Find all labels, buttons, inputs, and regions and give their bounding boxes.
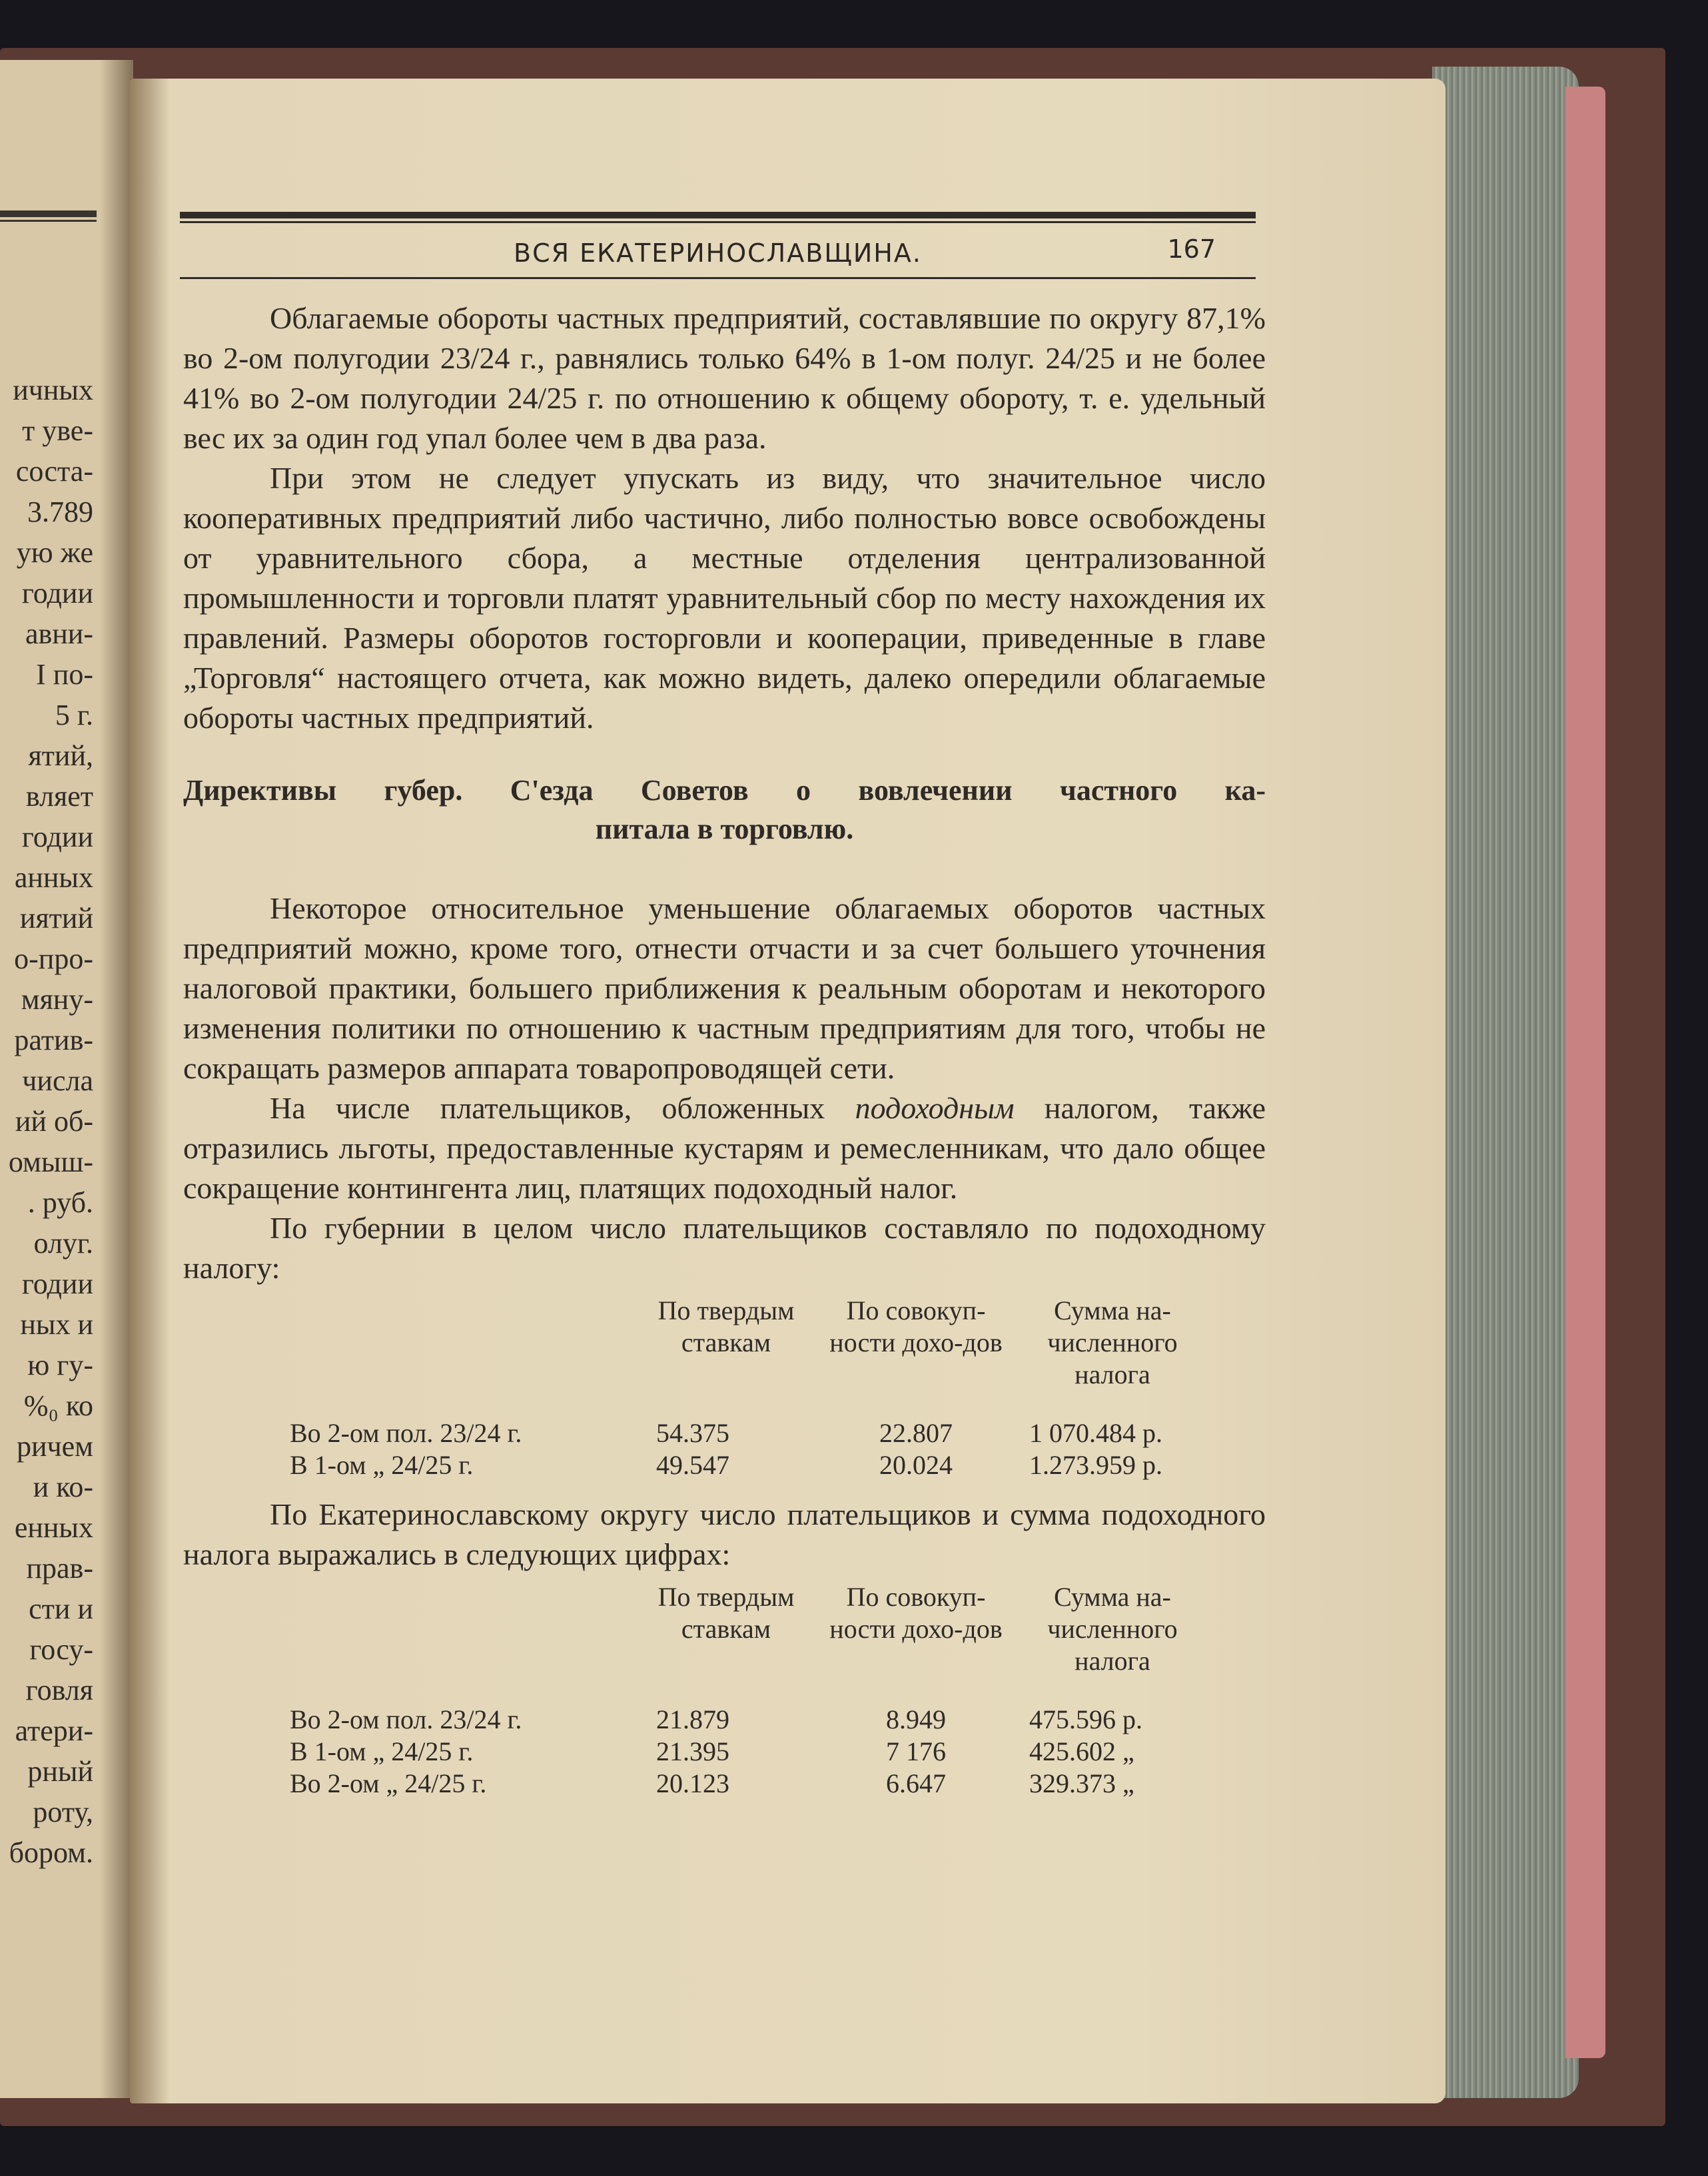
- left-fragment-line: енных: [14, 1511, 93, 1544]
- table-row: [283, 1704, 1216, 1736]
- left-fragment-line: I по-: [36, 658, 93, 691]
- left-page: [0, 60, 133, 2098]
- header-title: ВСЯ ЕКАТЕРИНОСЛАВЩИНА.: [514, 238, 922, 268]
- left-fragment-line: ратив-: [14, 1024, 93, 1056]
- left-fragment-line: мяну-: [21, 983, 93, 1016]
- left-fragment-line: иятий: [19, 902, 93, 934]
- left-fragment-line: олуг.: [33, 1227, 93, 1260]
- left-header-rule-thin: [0, 220, 97, 222]
- section-heading: [183, 771, 1266, 849]
- left-fragment-line: ю гу-: [27, 1349, 93, 1381]
- paragraph-1: Облагаемые обороты частных предприятий, составлявшие по округу 87,1% во 2-ом полугодии 23/24 г., равнялись только 64% в 1-ом полуг. 24/25 и не более 41% во 2-ом полугодии 24/25 г. по отношению к общему обороту, т. е. удельный вес их за один год упал более чем в два раза.: [183, 301, 1266, 455]
- left-fragment-line: омыш-: [8, 1146, 93, 1178]
- left-fragment-line: ий об-: [15, 1105, 93, 1138]
- left-page-fragments: [9, 370, 93, 1873]
- page-number: 167: [1167, 234, 1216, 264]
- left-fragment-line: сти и: [29, 1593, 93, 1625]
- left-fragment-line: госу-: [29, 1633, 93, 1666]
- left-fragment-line: авни-: [25, 617, 93, 650]
- paragraph-3: Некоторое относительное уменьшение облагаемых оборотов частных предприятий можно, кроме того, отнести отчасти и за счет большего уточнения налоговой практики, большего приближения к реальным оборотам и некоторого изменения политики по отношению к частным предприятиям для того, чтобы не сокращать размеров аппарата товаропроводящей сети.: [183, 891, 1266, 1085]
- left-fragment-line: ую же: [16, 536, 93, 569]
- paragraph-4-end: налогом, также отразились льготы, предоставленные кустарям и ремесленникам, что дало общее сокращение контингента лиц, платящих подоходный налог.: [183, 1091, 1266, 1205]
- left-fragment-line: рный: [27, 1755, 93, 1788]
- cell-total-income: 8.949: [886, 1704, 946, 1734]
- cell-sum: 329.373 „: [1029, 1768, 1134, 1798]
- cell-sum: 475.596 р.: [1029, 1704, 1142, 1734]
- paragraph-4-start: На числе плательщиков, обложенных: [270, 1091, 855, 1125]
- right-page: [130, 79, 1446, 2103]
- left-fragment-line: вляет: [25, 780, 93, 813]
- paragraph-4: [183, 1088, 1266, 1208]
- cell-sum: 1.273.959 р.: [1029, 1450, 1162, 1480]
- cell-fixed: 21.395: [656, 1736, 729, 1766]
- col-fixed-rates: По твердым ставкам: [657, 1295, 795, 1357]
- heading-line-2: питала в торговлю.: [595, 813, 854, 845]
- table-row: [283, 1417, 1216, 1449]
- col-fixed-rates: По твердым ставкам: [657, 1582, 795, 1644]
- left-fragment-line: ичных: [13, 374, 93, 406]
- left-fragment-line: атери-: [15, 1714, 93, 1747]
- left-fragment-line: годии: [21, 577, 93, 609]
- col-tax-sum: Сумма на-численного налога: [1047, 1295, 1178, 1389]
- row-label: Во 2-ом „ 24/25 г.: [290, 1768, 487, 1798]
- header-rule-bottom: [180, 277, 1256, 279]
- table-province: [283, 1295, 1216, 1481]
- header-rule-thick: [180, 212, 1256, 218]
- left-fragment-line: годии: [21, 821, 93, 853]
- left-fragment-line: прав-: [26, 1552, 93, 1585]
- page-fold-shadow: [130, 79, 170, 2103]
- cell-fixed: 49.547: [656, 1450, 729, 1480]
- table-header-row: [283, 1295, 1216, 1391]
- left-fragment-line: о-про-: [14, 942, 93, 975]
- paragraph-4-emphasis: подоходным: [855, 1091, 1015, 1125]
- header-rule-thin: [180, 221, 1256, 223]
- page-content: [183, 298, 1266, 1813]
- left-fragment-line: говля: [25, 1674, 93, 1706]
- left-fragment-line: бором.: [9, 1836, 93, 1869]
- table-header-row: [283, 1581, 1216, 1677]
- cell-sum: 1 070.484 р.: [1029, 1418, 1162, 1448]
- left-fragment-line: ричем: [16, 1430, 93, 1463]
- table-row: [283, 1736, 1216, 1768]
- cell-fixed: 21.879: [656, 1704, 729, 1734]
- paragraph-5: По губернии в целом число плательщиков составляло по подоходному налогу:: [183, 1211, 1266, 1285]
- table-row: [283, 1768, 1216, 1800]
- cell-fixed: 54.375: [656, 1418, 729, 1448]
- cell-fixed: 20.123: [656, 1768, 729, 1798]
- left-fragment-line: соста-: [15, 455, 93, 488]
- table-okrug: [283, 1581, 1216, 1800]
- cell-total-income: 7 176: [886, 1736, 946, 1766]
- row-label: Во 2-ом пол. 23/24 г.: [290, 1704, 522, 1734]
- left-fragment-line: ятий,: [28, 739, 93, 772]
- table-row: [283, 1449, 1216, 1481]
- left-fragment-line: роту,: [33, 1796, 93, 1828]
- col-total-income: По совокуп-ности дохо-дов: [829, 1582, 1003, 1644]
- col-tax-sum: Сумма на-численного налога: [1047, 1582, 1178, 1676]
- cell-total-income: 22.807: [879, 1418, 953, 1448]
- endpaper-edge: [1565, 87, 1605, 2058]
- left-fragment-line: и ко-: [33, 1471, 93, 1503]
- left-header-rule: [0, 210, 97, 217]
- paragraph-2: При этом не следует упускать из виду, что значительное число кооперативных предприятий либо частично, либо полностью вовсе освобождены от уравнительного сбора, а местные отделения централизованной промышленности и торговли платят уравнительный сбор по месту нахождения их правлений. Размеры оборотов госторговли и кооперации, приведенные в главе „Торговля“ настоящего отчета, как можно видеть, далеко опередили облагаемые обороты частных предприятий.: [183, 461, 1266, 735]
- left-fragment-line: 5 г.: [55, 699, 93, 731]
- gutter-shadow: [100, 60, 133, 2098]
- left-fragment-line: годии: [21, 1268, 93, 1300]
- left-fragment-line: . руб.: [27, 1186, 93, 1219]
- left-fragment-line: анных: [14, 861, 93, 894]
- left-fragment-line: 3.789: [27, 496, 93, 528]
- row-label: В 1-ом „ 24/25 г.: [290, 1450, 474, 1480]
- page-edges: [1432, 67, 1579, 2098]
- paragraph-6: По Екатеринославскому округу число плательщиков и сумма подоходного налога выражались в следующих цифрах:: [183, 1497, 1266, 1571]
- row-label: Во 2-ом пол. 23/24 г.: [290, 1418, 522, 1448]
- left-fragment-line: %₀ ко: [23, 1389, 93, 1422]
- heading-line-1: Директивы губер. С'езда Советов о вовлечении частного ка-: [183, 774, 1266, 807]
- cell-total-income: 20.024: [879, 1450, 953, 1480]
- cell-total-income: 6.647: [886, 1768, 946, 1798]
- left-fragment-line: числа: [22, 1064, 93, 1097]
- left-fragment-line: ных и: [20, 1308, 93, 1341]
- left-fragment-line: т уве-: [22, 414, 93, 447]
- col-total-income: По совокуп-ности дохо-дов: [829, 1295, 1003, 1357]
- row-label: В 1-ом „ 24/25 г.: [290, 1736, 474, 1766]
- cell-sum: 425.602 „: [1029, 1736, 1134, 1766]
